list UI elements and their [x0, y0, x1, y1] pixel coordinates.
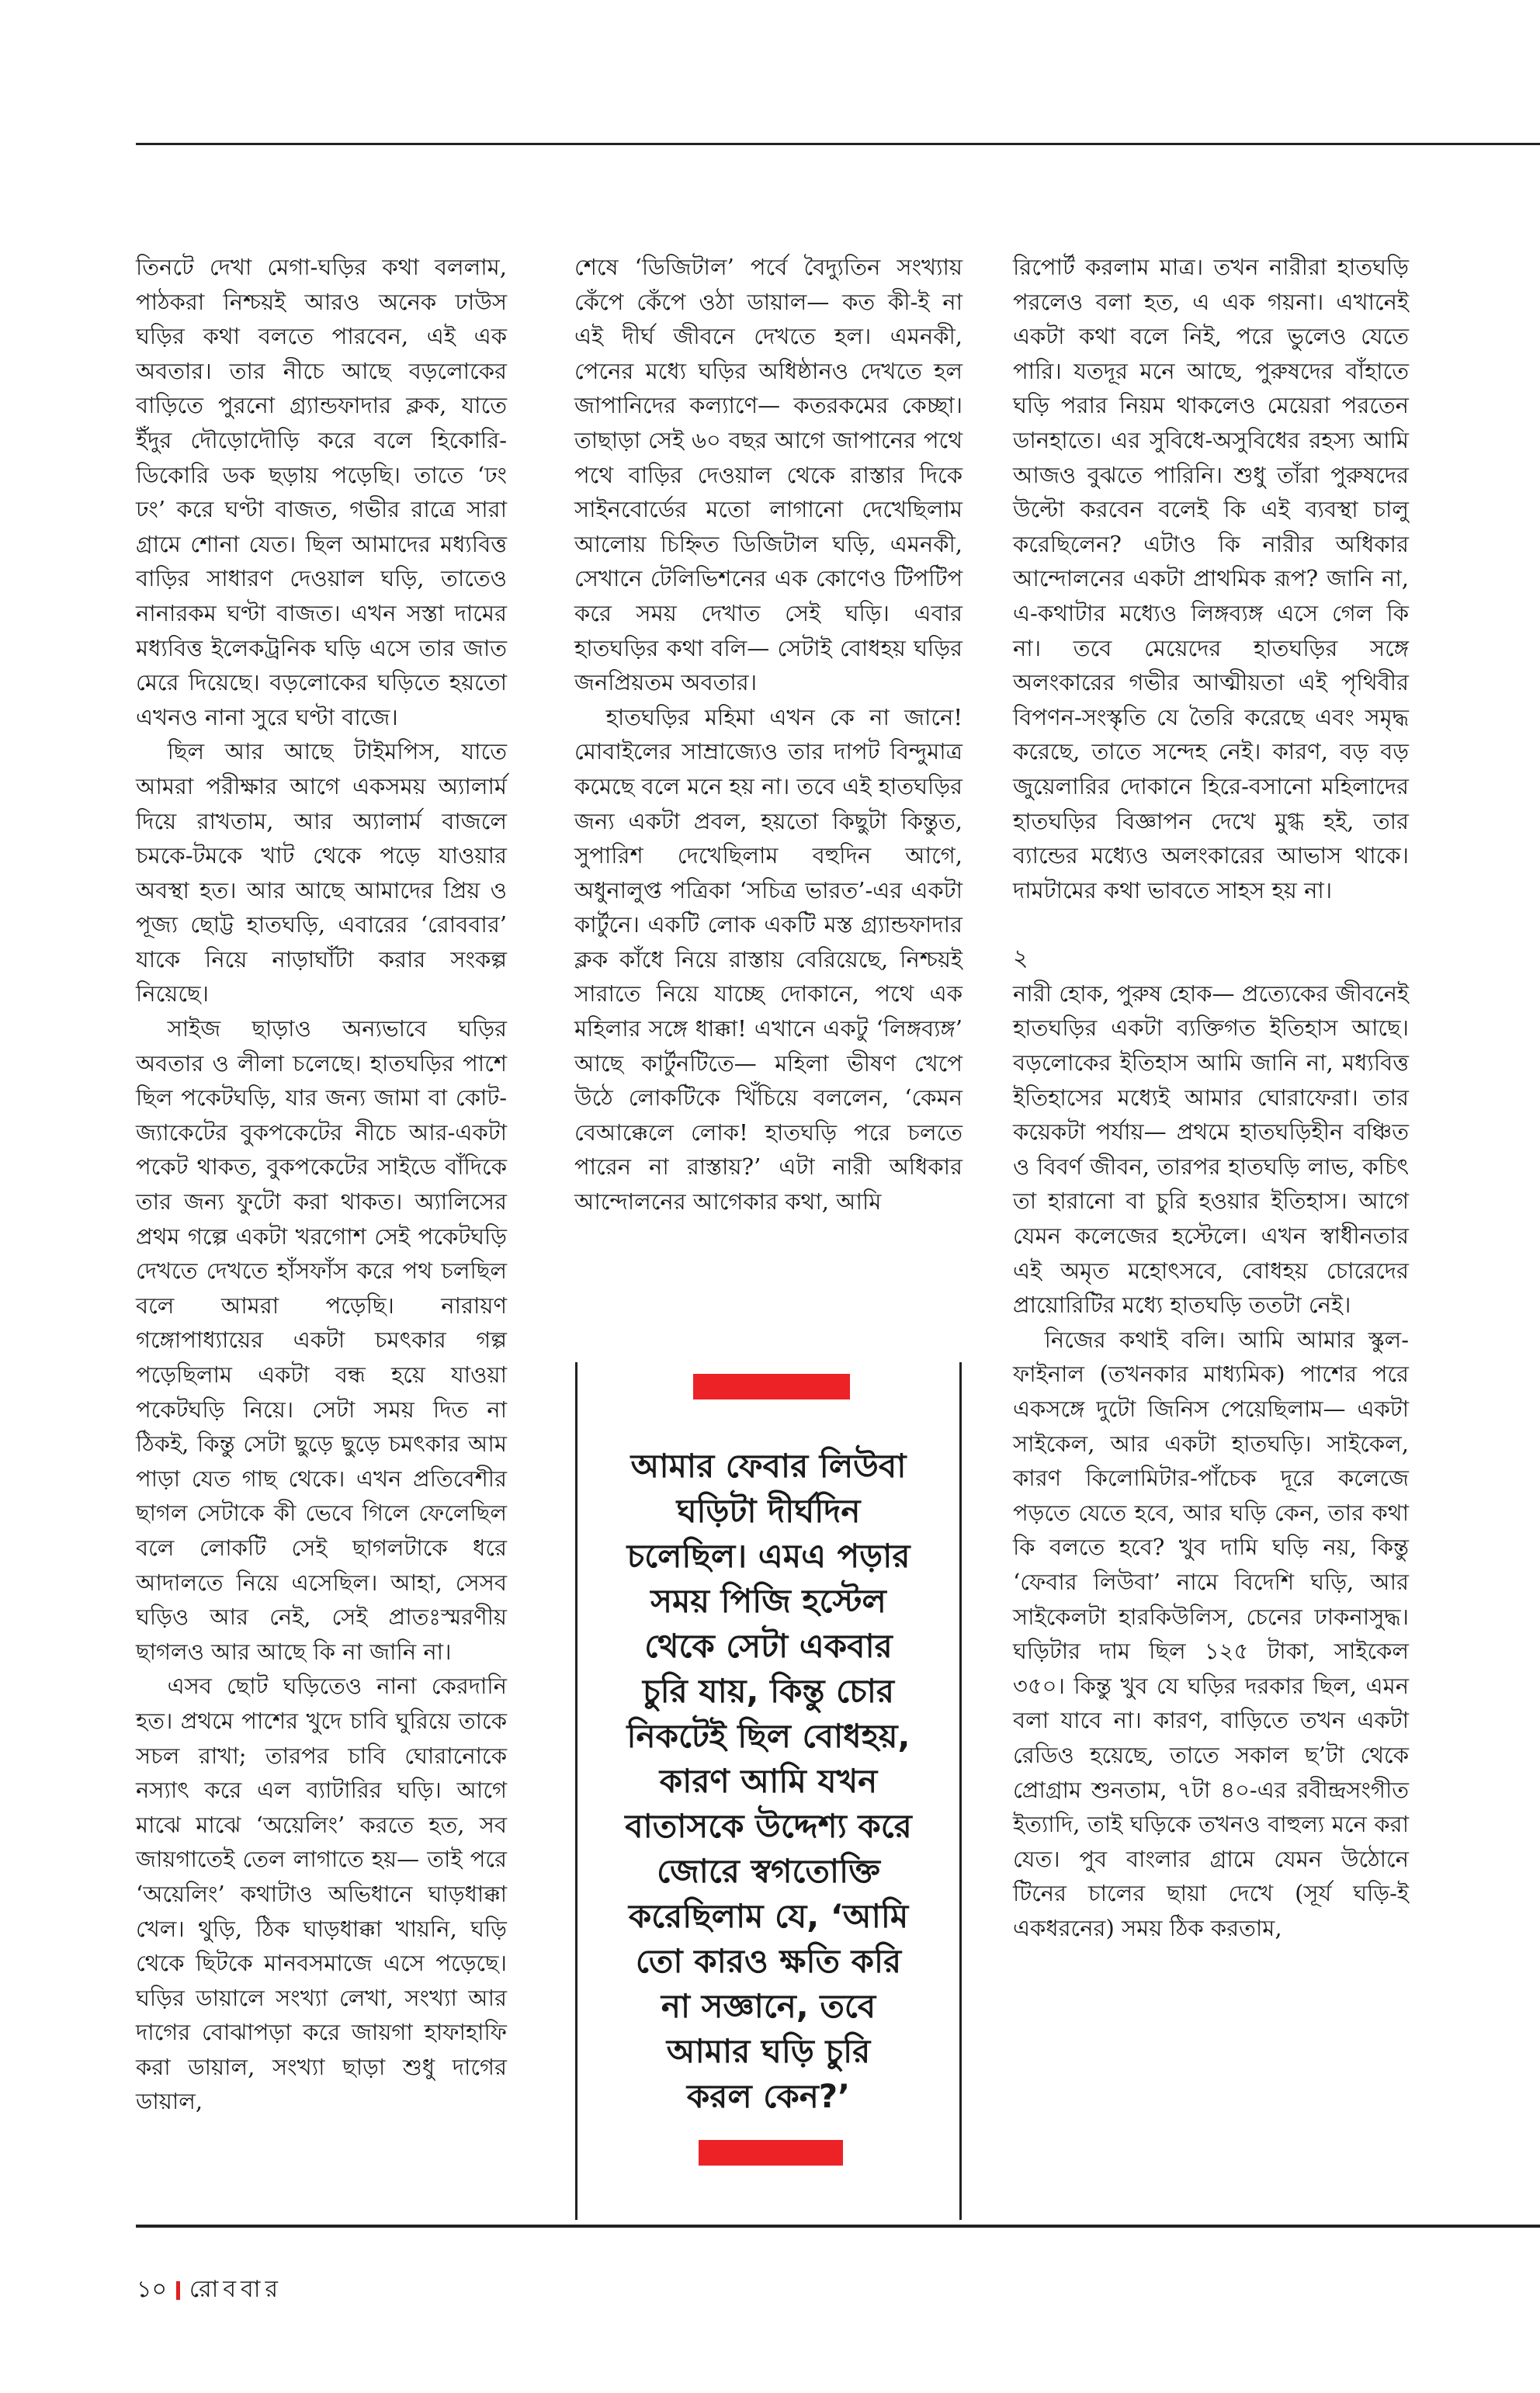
pull-quote-line: ঘড়িটা দীর্ঘদিন: [676, 1492, 861, 1530]
section-number: ২: [1013, 945, 1028, 973]
pull-quote-right-border: [959, 1362, 962, 2220]
pull-quote-line: চলেছিল। এমএ পড়ার: [626, 1537, 910, 1575]
paragraph: এসব ছোট ঘড়িতেও নানা কেরদানি হত। প্রথমে পাশের খুদে চাবি ঘুরিয়ে তাকে সচল রাখা; তারপর চাবি ঘোরানোকে নস্যাৎ করে এল ব্যাটারির ঘড়ি। আগে মাঝে মাঝে ‘অয়েলিং’ করতে হত, সব জায়গাতেই তেল লাগাতে হয়— তাই পরে ‘অয়েলিং’ কথাটাও অভিধানে ঘাড়ধাক্কা খেল। থুড়ি, ঠিক ঘাড়ধাক্কা খায়নি, ঘড়ি থেকে ছিটকে মানবসমাজে এসে পড়েছে। ঘড়ির ডায়ালে সংখ্যা লেখা, সংখ্যা আর দাগের বোঝাপড়া করে জায়গা হাফাহাফি করা ডায়াল, সংখ্যা ছাড়া শুধু দাগের ডায়াল,: [136, 1673, 507, 2115]
pull-quote-bottom-accent-bar: [699, 2140, 843, 2166]
paragraph: সাইজ ছাড়াও অন্যভাবে ঘড়ির অবতার ও লীলা চলেছে। হাতঘড়ির পাশে ছিল পকেটঘড়ি, যার জন্য জামা বা কোট-জ্যাকেটের বুকপকেটের নীচে আর-একটা পকেট থাকত, বুকপকেটের সাইডে বাঁদিকে তার জন্য ফুটো করা থাকত। অ্যালিসের প্রথম গল্পে একটা খরগোশ সেই পকেটঘড়ি দেখতে দেখতে হাঁসফাঁস করে পথ চলছিল বলে আমরা পড়েছি। নারায়ণ গঙ্গোপাধ্যায়ের একটা চমৎকার গল্প পড়েছিলাম একটা বন্ধ হয়ে যাওয়া পকেটঘড়ি নিয়ে। সেটা সময় দিত না ঠিকই, কিন্তু সেটা ছুড়ে ছুড়ে চমৎকার আম পাড়া যেত গাছ থেকে। এখন প্রতিবেশীর ছাগল সেটাকে কী ভেবে গিলে ফেলেছিল বলে লোকটি সেই ছাগলটাকে ধরে আদালতে নিয়ে এসেছিল। আহা, সেসব ঘড়িও আর নেই, সেই প্রাতঃস্মরণীয় ছাগলও আর আছে কি না জানি না।: [136, 1015, 507, 1665]
article-column-2: [574, 250, 962, 1219]
footer-separator: [176, 2281, 180, 2300]
pull-quote-top-accent-bar: [693, 1374, 850, 1399]
magazine-name: রোববার: [189, 2276, 283, 2303]
pull-quote-line: বাতাসকে উদ্দেশ্য করে: [625, 1807, 912, 1845]
pull-quote-line: জোরে স্বগতোক্তি: [657, 1852, 880, 1890]
paragraph: রিপোর্ট করলাম মাত্র। তখন নারীরা হাতঘড়ি পরলেও বলা হত, এ এক গয়না। এখানেই একটা কথা বলে নিই, পরে ভুলেও যেতে পারি। যতদূর মনে আছে, পুরুষদের বাঁহাতে ঘড়ি পরার নিয়ম থাকলেও মেয়েরা পরতেন ডানহাতে। এর সুবিধে-অসুবিধের রহস্য আমি আজও বুঝতে পারিনি। শুধু তাঁরা পুরুষদের উল্টো করবেন বলেই কি এই ব্যবস্থা চালু করেছিলেন? এটাও কি নারীর অধিকার আন্দোলনের একটা প্রাথমিক রূপ? জানি না, এ-কথাটার মধ্যেও লিঙ্গব্যঙ্গ এসে গেল কি না। তবে মেয়েদের হাতঘড়ির সঙ্গে অলংকারের গভীর আত্মীয়তা এই পৃথিবীর বিপণন-সংস্কৃতি যে তৈরি করেছে এবং সমৃদ্ধ করেছে, তাতে সন্দেহ নেই। কারণ, বড় বড় জুয়েলারির দোকানে হিরে-বসানো মহিলাদের হাতঘড়ির বিজ্ঞাপন দেখে মুগ্ধ হই, তার ব্যান্ডের মধ্যেও অলংকারের আভাস থাকে। দামটামের কথা ভাবতে সাহস হয় না।: [1013, 254, 1409, 903]
article-column-1: [136, 250, 507, 2119]
pull-quote-line: করেছিলাম যে, ‘আমি: [628, 1897, 909, 1935]
paragraph: শেষে ‘ডিজিটাল’ পর্বে বৈদ্যুতিন সংখ্যায় কেঁপে কেঁপে ওঠা ডায়াল— কত কী-ই না এই দীর্ঘ জীবনে দেখতে হল। এমনকী, পেনের মধ্যে ঘড়ির অধিষ্ঠানও দেখতে হল জাপানিদের কল্যাণে— কতরকমের কেচ্ছা। তাছাড়া সেই ৬০ বছর আগে জাপানের পথে পথে বাড়ির দেওয়াল থেকে রাস্তার দিকে সাইনবোর্ডের মতো লাগানো দেখেছিলাম আলোয় চিহ্নিত ডিজিটাল ঘড়ি, এমনকী, সেখানে টেলিভিশনের এক কোণেও টিপটিপ করে সময় দেখাত সেই ঘড়ি। এবার হাতঘড়ির কথা বলি— সেটাই বোধহয় ঘড়ির জনপ্রিয়তম অবতার।: [574, 254, 962, 696]
pull-quote: [584, 1444, 953, 2119]
pull-quote-line: সময় পিজি হস্টেল: [650, 1582, 886, 1620]
pull-quote-line: আমার ফেবার লিউবা: [630, 1447, 907, 1485]
top-rule: [136, 143, 1540, 145]
bottom-rule: [136, 2225, 1540, 2228]
pull-quote-line: তো কারও ক্ষতি করি: [635, 1942, 902, 1980]
paragraph: তিনটে দেখা মেগা-ঘড়ির কথা বললাম, পাঠকরা নিশ্চয়ই আরও অনেক ঢাউস ঘড়ির কথা বলতে পারবেন, এই এক অবতার। তার নীচে আছে বড়লোকের বাড়িতে পুরনো গ্র্যান্ডফাদার ক্লক, যাতে ইঁদুর দৌড়োদৌড়ি করে বলে হিকোরি-ডিকোরি ডক ছড়ায় পড়েছি। তাতে ‘ঢং ঢং’ করে ঘণ্টা বাজত, গভীর রাত্রে সারা গ্রামে শোনা যেত। ছিল আমাদের মধ্যবিত্ত বাড়ির সাধারণ দেওয়াল ঘড়ি, তাতেও নানারকম ঘণ্টা বাজত। এখন সস্তা দামের মধ্যবিত্ত ইলেকট্রনিক ঘড়ি এসে তার জাত মেরে দিয়েছে। বড়লোকের ঘড়িতে হয়তো এখনও নানা সুরে ঘণ্টা বাজে।: [136, 254, 507, 730]
paragraph: নারী হোক, পুরুষ হোক— প্রত্যেকের জীবনেই হাতঘড়ির একটা ব্যক্তিগত ইতিহাস আছে। বড়লোকের ইতিহাস আমি জানি না, মধ্যবিত্ত ইতিহাসের মধ্যেই আমার ঘোরাফেরা। তার কয়েকটা পর্যায়— প্রথমে হাতঘড়িহীন বঞ্চিত ও বিবর্ণ জীবন, তারপর হাতঘড়ি লাভ, কচিৎ তা হারানো বা চুরি হওয়ার ইতিহাস। আগে যেমন কলেজের হস্টেলে। এখন স্বাধীনতার এই অমৃত মহোৎসবে, বোধহয় চোরেদের প্রায়োরিটির মধ্যে হাতঘড়ি ততটা নেই।: [1013, 980, 1409, 1319]
pull-quote-line: কারণ আমি যখন: [659, 1762, 878, 1800]
paragraph: হাতঘড়ির মহিমা এখন কে না জানে! মোবাইলের সাম্রাজ্যেও তার দাপট বিন্দুমাত্র কমেছে বলে মনে হয় না। তবে এই হাতঘড়ির জন্য একটা প্রবল, হয়তো কিছুটা কিন্তুত, সুপারিশ দেখেছিলাম বহুদিন আগে, অধুনালুপ্ত পত্রিকা ‘সচিত্র ভারত’-এর একটা কার্টুনে। একটি লোক একটি মস্ত গ্র্যান্ডফাদার ক্লক কাঁধে নিয়ে রাস্তায় বেরিয়েছে, নিশ্চয়ই সারাতে নিয়ে যাচ্ছে দোকানে, পথে এক মহিলার সঙ্গে ধাক্কা! এখানে একটু ‘লিঙ্গব্যঙ্গ’ আছে কার্টুনটিতে— মহিলা ভীষণ খেপে উঠে লোকটিকে খিঁচিয়ে বললেন, ‘কেমন বেআক্কেলে লোক! হাতঘড়ি পরে চলতে পারেন না রাস্তায়?’ এটা নারী অধিকার আন্দোলনের আগেকার কথা, আমি: [574, 703, 962, 1216]
pull-quote-line: নিকটেই ছিল বোধহয়,: [626, 1717, 910, 1755]
paragraph: নিজের কথাই বলি। আমি আমার স্কুল-ফাইনাল (তখনকার মাধ্যমিক) পাশের পরে একসঙ্গে দুটো জিনিস পেয়েছিলাম— একটা সাইকেল, আর একটা হাতঘড়ি। সাইকেল, কারণ কিলোমিটার-পাঁচেক দূরে কলেজে পড়তে যেতে হবে, আর ঘড়ি কেন, তার কথা কি বলতে হবে? খুব দামি ঘড়ি নয়, কিন্তু ‘ফেবার লিউবা’ নামে বিদেশি ঘড়ি, আর সাইকেলটা হারকিউলিস, চেনের ঢাকনাসুদ্ধ। ঘড়িটার দাম ছিল ১২৫ টাকা, সাইকেল ৩৫০। কিন্তু খুব যে ঘড়ির দরকার ছিল, এমন বলা যাবে না। কারণ, বাড়িতে তখন একটা রেডিও হয়েছে, তাতে সকাল ছ’টা থেকে প্রোগ্রাম শুনতাম, ৭টা ৪০-এর রবীন্দ্রসংগীত ইত্যাদি, তাই ঘড়িকে তখনও বাহুল্য মনে করা যেত। পুব বাংলার গ্রামে যেমন উঠোনে টিনের চালের ছায়া দেখে (সূর্য ঘড়ি-ই একধরনের) সময় ঠিক করতাম,: [1013, 1326, 1409, 1941]
pull-quote-line: থেকে সেটা একবার: [644, 1627, 893, 1665]
page-footer: [137, 2270, 283, 2310]
pull-quote-line: চুরি যায়, কিন্তু চোর: [642, 1672, 895, 1710]
paragraph: ছিল আর আছে টাইমপিস, যাতে আমরা পরীক্ষার আগে একসময় অ্যালার্ম দিয়ে রাখতাম, আর অ্যালার্ম বাজলে চমকে-টমকে খাট থেকে পড়ে যাওয়ার অবস্থা হত। আর আছে আমাদের প্রিয় ও পূজ্য ছোট্ট হাতঘড়ি, এবারের ‘রোববার’ যাকে নিয়ে নাড়াঘাঁটা করার সংকল্প নিয়েছে।: [136, 738, 507, 1007]
pull-quote-left-border: [575, 1362, 578, 2220]
page-number: ১০: [137, 2276, 167, 2303]
pull-quote-line: আমার ঘড়ি চুরি: [666, 2032, 871, 2070]
pull-quote-line: করল কেন?’: [686, 2077, 851, 2115]
pull-quote-line: না সজ্ঞানে, তবে: [661, 1987, 876, 2025]
article-column-3: [1013, 250, 1409, 1946]
